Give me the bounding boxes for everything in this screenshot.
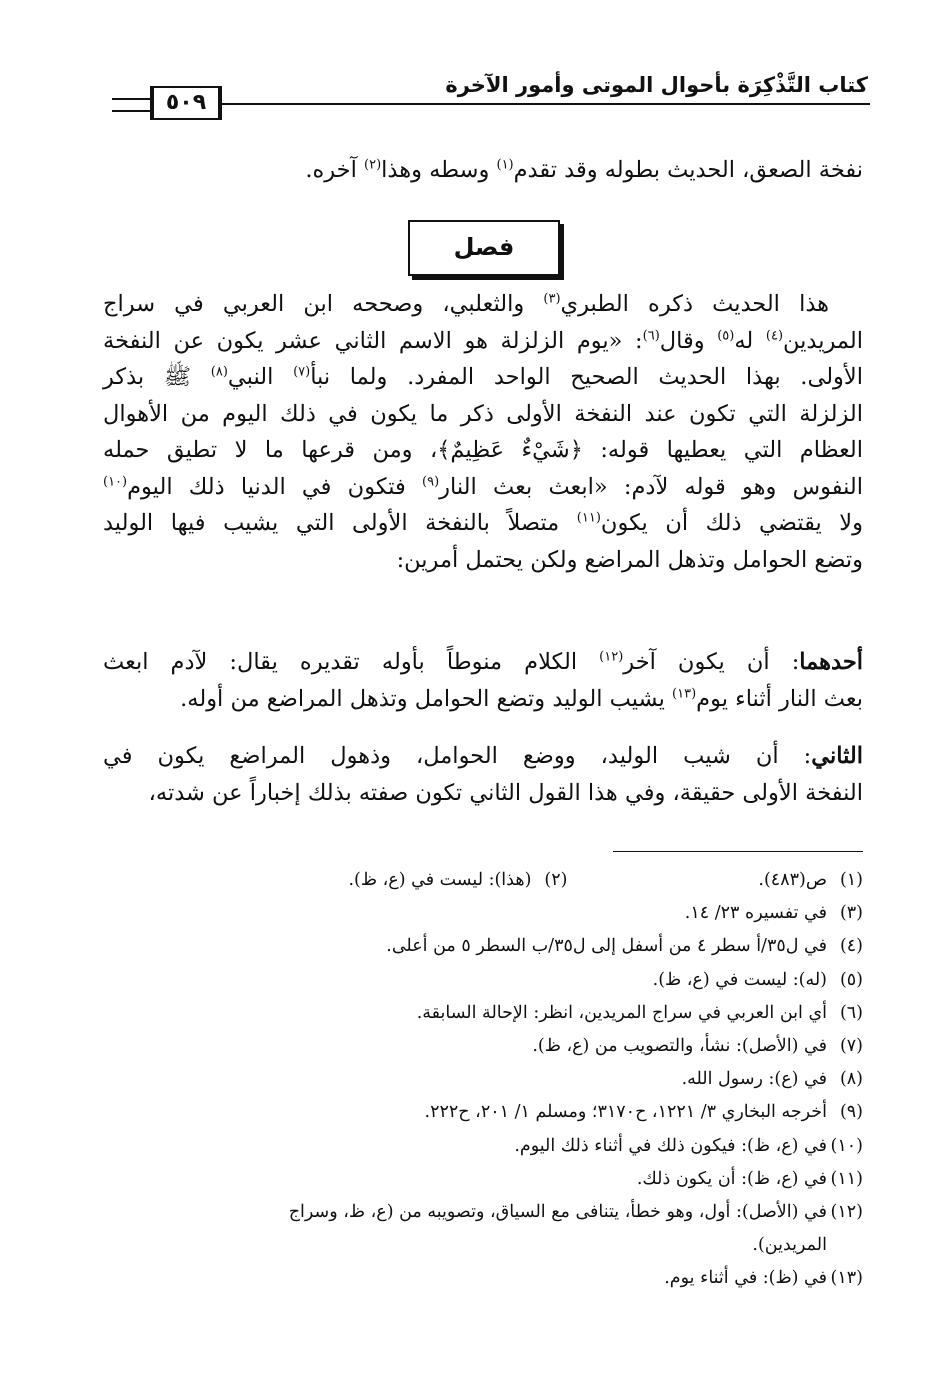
- text-line: [103, 738, 863, 775]
- footnote: [348, 870, 567, 890]
- footnote-number: (٧): [839, 1036, 863, 1057]
- paragraph-lead: أحدهما: [799, 649, 863, 675]
- running-title: كتاب التَّذْكِرَة بأحوال الموتى وأمور الآخرة: [445, 73, 868, 97]
- footnote: [118, 1262, 863, 1295]
- footnote-text: أي ابن العربي في سراج المريدين، انظر: الإحالة السابقة.: [416, 1002, 827, 1023]
- footnote: [118, 1196, 863, 1229]
- text-line: المريدين$^{(٤)}$ له$^{(٥)}$ وقال$^{(٦)}$: «يوم الزلزلة هو الاسم الثاني عشر يكون عن النفخة: [103, 327, 864, 354]
- text-line: النفخة الأولى حقيقة، وفي هذا القول الثاني تكون صفته بذلك إخباراً عن شدته،: [148, 779, 863, 806]
- footnote-line: [118, 864, 863, 897]
- text-line: الأولى. بهذا الحديث الصحيح الواحد المفرد. ولما نبأ$^{(٧)}$ النبي$^{(٨)}$ ﷺ بذكر: [103, 364, 864, 390]
- text-line: وتضع الحوامل وتذهل المراضع ولكن يحتمل أمرين:: [396, 546, 863, 573]
- text-line: النفوس وهو قوله لآدم: «ابعث بعث النار$^{(٩)}$ فتكون في الدنيا ذلك اليوم$^{(١٠)}$: [103, 473, 863, 500]
- footnote: [118, 897, 863, 930]
- footnote-number: (٥): [839, 969, 863, 990]
- text-line: [103, 644, 863, 681]
- footnote-continuation: المريدين).: [752, 1235, 827, 1256]
- footnote-text: (له): ليست في (ع، ظ).: [652, 969, 827, 990]
- header-rule-ornament: [112, 98, 150, 112]
- paragraph-lead: الثاني: [811, 743, 863, 769]
- note-marker: (٧): [293, 364, 311, 380]
- footnote-text: ص(٤٨٣).: [758, 870, 827, 890]
- footnotes: [118, 864, 863, 1296]
- footnote-number: (١١): [830, 1168, 863, 1189]
- text-line: ولا يقتضي ذلك أن يكون$^{(١١)}$ متصلاً بالنفخة الأولى التي يشيب فيها الوليد: [103, 510, 863, 536]
- footnote-number: (٩): [839, 1102, 863, 1123]
- footnote-text: في (الأصل): أول، وهو خطأ، يتنافى مع السياق، وتصويبه من (ع، ظ، وسراج: [288, 1202, 827, 1223]
- note-marker: (١١): [576, 510, 601, 526]
- footnote: [573, 864, 863, 897]
- text-line: الزلزلة التي تكون عند النفخة الأولى ذكر ما يكون في ذلك اليوم من الأهوال: [103, 400, 863, 427]
- note-marker: (٢): [364, 157, 382, 173]
- footnote: [118, 1096, 863, 1129]
- note-marker: (١٣): [672, 686, 697, 701]
- note-marker: (٨): [210, 364, 228, 380]
- section-heading: فصل: [408, 220, 560, 276]
- note-marker: (٥): [717, 328, 735, 343]
- footnote: [118, 997, 863, 1030]
- footnote-number: (١٠): [830, 1135, 863, 1156]
- note-marker: (٤): [765, 328, 784, 343]
- note-marker: (٩): [422, 474, 440, 489]
- footnote: [118, 964, 863, 997]
- header-rule: [150, 103, 870, 105]
- footnote-number: (٦): [839, 1002, 863, 1023]
- footnote: [118, 1130, 863, 1163]
- text-line: هذا الحديث ذكره الطبري$^{(٣)}$ والثعلبي، وصححه ابن العربي في سراج: [103, 291, 829, 317]
- footnote-number: (١٢): [830, 1202, 863, 1223]
- note-marker: (١): [496, 157, 514, 173]
- footnote-text: في (ع): رسول الله.: [681, 1069, 827, 1090]
- footnote-number: (٣): [839, 903, 863, 924]
- footnote: [118, 930, 863, 963]
- paragraph-2: [103, 644, 863, 717]
- footnote-text: أخرجه البخاري ٣/ ١٢٢١، ح٣١٧٠؛ ومسلم ١/ ٢٠١، ح٢٢٢.: [424, 1102, 827, 1123]
- text-line: العظام التي يعطيها قوله: ﴿شَيْءٌ عَظِيمٌ﴾، ومن قرعها ما لا تطيق حمله: [103, 437, 863, 463]
- text-line: بعث النار أثناء يوم$^{(١٣)}$ يشيب الوليد وتضع الحوامل وتذهل المراضع من أوله.: [180, 685, 863, 712]
- footnote-text: في (ع، ظ): فيكون ذلك في أثناء ذلك اليوم.: [514, 1135, 827, 1156]
- footnote: [118, 1163, 863, 1196]
- footnote: [118, 1030, 863, 1063]
- paragraph-3: [103, 738, 863, 811]
- footnote-text: في تفسيره ٢٣/ ١٤.: [684, 903, 827, 924]
- footnote-text: في ل٣٥/أ سطر ٤ من أسفل إلى ل٣٥/ب السطر ٥ من أعلى.: [386, 936, 827, 957]
- footnote-number: (١٣): [830, 1268, 863, 1289]
- footnote: [118, 1063, 863, 1096]
- footnote-text: في (الأصل): نشأ، والتصويب من (ع، ظ).: [532, 1036, 827, 1057]
- footnote-number: (٤): [839, 936, 863, 957]
- text-line: نفخة الصعق، الحديث بطوله وقد تقدم$^{(١)}$ وسطه وهذا$^{(٢)}$ آخره.: [305, 157, 863, 183]
- text-run: : أن شيب الوليد، ووضع الحوامل، وذهول المراضع يكون في: [103, 743, 812, 769]
- note-marker: (١٠): [103, 474, 128, 489]
- note-marker: (٣): [543, 291, 561, 307]
- footnote-text: في (ع، ظ): أن يكون ذلك.: [636, 1168, 827, 1189]
- intro-paragraph: [103, 152, 863, 189]
- text-run: : أن يكون آخر$^{(١٢)}$ الكلام منوطاً بأوله تقديره يقال: لآدم ابعث: [103, 649, 800, 675]
- footnote-number: (٢): [544, 870, 568, 890]
- footnote-number: (١): [839, 870, 863, 890]
- footnote-text: في (ظ): في أثناء يوم.: [664, 1268, 827, 1289]
- note-marker: (٦): [642, 328, 660, 343]
- footnote-text: (هذا): ليست في (ع، ظ).: [348, 870, 532, 890]
- paragraph-1: [103, 286, 863, 578]
- footnote-number: (٨): [839, 1069, 863, 1090]
- note-marker: (١٢): [599, 649, 624, 665]
- page-number: ٥٠٩: [150, 86, 222, 120]
- footnote-rule: [613, 851, 863, 852]
